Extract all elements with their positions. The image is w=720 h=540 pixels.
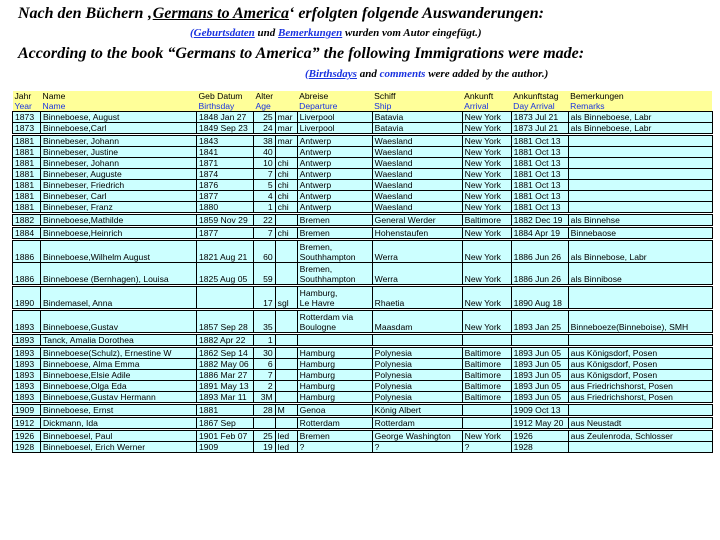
cell-departure: Bremen: [297, 431, 372, 442]
table-row: [13, 311, 713, 333]
cell-arrival-day: 1881 Oct 13: [511, 136, 568, 147]
cell-birth-date: 1886 Mar 27: [197, 370, 254, 381]
cell-year: 1893: [13, 359, 41, 370]
cell-departure: Antwerp: [297, 180, 372, 191]
cell-year: 1886: [13, 263, 41, 285]
cell-status: mar: [275, 136, 297, 147]
column-header-name: Name Name: [41, 91, 197, 112]
cell-arrival-day: 1928: [511, 442, 568, 453]
cell-remarks: [568, 136, 712, 147]
note-en-comments: comments: [379, 68, 426, 80]
cell-birth-date: 1857 Sep 28: [197, 311, 254, 333]
cell-ship: Waesland: [372, 191, 462, 202]
cell-arrival-day: 1893 Jun 05: [511, 359, 568, 370]
cell-departure: Antwerp: [297, 158, 372, 169]
cell-age: 59: [254, 263, 276, 285]
cell-status: [275, 418, 297, 429]
cell-arrival: New York: [462, 311, 511, 333]
cell-birth-date: 1862 Sep 14: [197, 348, 254, 359]
cell-birth-date: 1867 Sep: [197, 418, 254, 429]
cell-year: 1873: [13, 123, 41, 134]
cell-age: 10: [254, 158, 276, 169]
cell-ship: Batavia: [372, 112, 462, 123]
cell-departure: Bremen, Southhampton: [297, 241, 372, 263]
cell-birth-date: [197, 287, 254, 309]
column-header-year: Jahr Year: [13, 91, 41, 112]
cell-name: Binnebeser, Justine: [41, 147, 197, 158]
cell-departure: Hamburg: [297, 381, 372, 392]
cell-arrival: [462, 335, 511, 346]
cell-status: led: [275, 442, 297, 453]
column-header-arrival-day: Ankunftstag Day Arrival: [511, 91, 568, 112]
cell-arrival-day: 1893 Jun 05: [511, 370, 568, 381]
cell-remarks: aus Zeulenroda, Schlosser: [568, 431, 712, 442]
cell-remarks: [568, 191, 712, 202]
cell-ship: Waesland: [372, 202, 462, 213]
cell-departure: Liverpool: [297, 112, 372, 123]
cell-arrival-day: 1886 Jun 26: [511, 241, 568, 263]
cell-arrival: New York: [462, 431, 511, 442]
cell-ship: Polynesia: [372, 370, 462, 381]
cell-remarks: Binnebaose: [568, 228, 712, 239]
cell-year: 1893: [13, 335, 41, 346]
cell-departure: Bremen, Southhampton: [297, 263, 372, 285]
cell-name: Binneboese,Elsie Adile: [41, 370, 197, 381]
cell-age: 5: [254, 180, 276, 191]
cell-year: 1881: [13, 147, 41, 158]
cell-status: M: [275, 405, 297, 416]
table-row: [13, 228, 713, 239]
cell-arrival: New York: [462, 169, 511, 180]
cell-status: [275, 392, 297, 403]
column-header-arrival: Ankunft Arrival: [462, 91, 511, 112]
cell-birth-date: 1876: [197, 180, 254, 191]
cell-ship: Rhaetia: [372, 287, 462, 309]
cell-arrival: [462, 418, 511, 429]
table-row: [13, 147, 713, 158]
cell-ship: Waesland: [372, 180, 462, 191]
cell-birth-date: 1841: [197, 147, 254, 158]
cell-ship: Maasdam: [372, 311, 462, 333]
cell-birth-date: 1874: [197, 169, 254, 180]
cell-arrival: New York: [462, 136, 511, 147]
cell-status: sgl: [275, 287, 297, 309]
cell-departure: Antwerp: [297, 136, 372, 147]
cell-birth-date: 1849 Sep 23: [197, 123, 254, 134]
cell-birth-date: 1881: [197, 405, 254, 416]
cell-birth-date: 1901 Feb 07: [197, 431, 254, 442]
cell-year: 1884: [13, 228, 41, 239]
note-en-birthsdays: Birthsdays: [308, 68, 357, 80]
heading-german: Nach den Büchern ‚Germans to America‘ erfolgten folgende Auswanderungen:: [18, 5, 544, 22]
column-header-departure: Abreise Departure: [297, 91, 372, 112]
cell-ship: Polynesia: [372, 381, 462, 392]
cell-age: 40: [254, 147, 276, 158]
cell-age: 3M: [254, 392, 276, 403]
cell-birth-date: 1843: [197, 136, 254, 147]
cell-remarks: aus Königsdorf, Posen: [568, 348, 712, 359]
cell-name: Binneboese (Bernhagen), Louisa: [41, 263, 197, 285]
cell-arrival: New York: [462, 147, 511, 158]
cell-departure: Liverpool: [297, 123, 372, 134]
column-header-ship: Schiff Ship: [372, 91, 462, 112]
table-row: [13, 136, 713, 147]
cell-departure: Genoa: [297, 405, 372, 416]
cell-year: 1926: [13, 431, 41, 442]
cell-arrival: New York: [462, 287, 511, 309]
cell-birth-date: 1880: [197, 202, 254, 213]
cell-age: 4: [254, 191, 276, 202]
cell-arrival: ?: [462, 442, 511, 453]
column-header-remarks: Bemerkungen Remarks: [568, 91, 712, 112]
cell-year: 1893: [13, 392, 41, 403]
cell-remarks: [568, 405, 712, 416]
cell-status: chi: [275, 191, 297, 202]
cell-departure: Antwerp: [297, 147, 372, 158]
cell-arrival-day: 1890 Aug 18: [511, 287, 568, 309]
cell-year: 1881: [13, 191, 41, 202]
cell-year: 1881: [13, 158, 41, 169]
cell-status: mar: [275, 123, 297, 134]
cell-arrival-day: [511, 335, 568, 346]
cell-status: chi: [275, 202, 297, 213]
cell-arrival-day: 1909 Oct 13: [511, 405, 568, 416]
cell-year: 1881: [13, 180, 41, 191]
cell-arrival-day: 1912 May 20: [511, 418, 568, 429]
cell-name: Binneboese,Carl: [41, 123, 197, 134]
cell-birth-date: 1893 Mar 11: [197, 392, 254, 403]
cell-age: [254, 418, 276, 429]
cell-status: [275, 381, 297, 392]
cell-remarks: [568, 442, 712, 453]
cell-name: Binnebeser, Johann: [41, 136, 197, 147]
cell-arrival-day: 1886 Jun 26: [511, 263, 568, 285]
cell-age: 2: [254, 381, 276, 392]
cell-name: Binneboese, Ernst: [41, 405, 197, 416]
cell-birth-date: 1877: [197, 191, 254, 202]
cell-arrival-day: 1881 Oct 13: [511, 202, 568, 213]
column-header-age: Alter Age: [255, 91, 274, 111]
heading-english: According to the book “Germans to America” the following Immigrations were made:: [18, 45, 585, 62]
cell-name: Binneboese,Heinrich: [41, 228, 197, 239]
cell-arrival: New York: [462, 228, 511, 239]
table-row: [13, 112, 713, 123]
cell-age: 38: [254, 136, 276, 147]
table-row: [13, 263, 713, 285]
cell-arrival: Baltimore: [462, 359, 511, 370]
cell-status: chi: [275, 158, 297, 169]
cell-arrival-day: 1881 Oct 13: [511, 147, 568, 158]
cell-name: Binneboesel, Erich Werner: [41, 442, 197, 453]
cell-name: Binneboese,Olga Eda: [41, 381, 197, 392]
cell-arrival: Baltimore: [462, 215, 511, 226]
cell-name: Tanck, Amalia Dorothea: [41, 335, 197, 346]
cell-ship: Polynesia: [372, 392, 462, 403]
cell-age: 1: [254, 202, 276, 213]
cell-status: mar: [275, 112, 297, 123]
cell-age: 60: [254, 241, 276, 263]
cell-arrival-day: 1873 Jul 21: [511, 123, 568, 134]
cell-year: 1881: [13, 202, 41, 213]
cell-remarks: aus Friedrichshorst, Posen: [568, 392, 712, 403]
cell-status: [275, 263, 297, 285]
cell-age: 17: [254, 287, 276, 309]
cell-age: 30: [254, 348, 276, 359]
cell-ship: Rotterdam: [372, 418, 462, 429]
cell-remarks: als Binnebose, Labr: [568, 241, 712, 263]
cell-year: 1893: [13, 370, 41, 381]
cell-arrival-day: 1881 Oct 13: [511, 180, 568, 191]
cell-age: 28: [254, 405, 276, 416]
column-header-status: [275, 91, 297, 112]
cell-remarks: [568, 335, 712, 346]
cell-remarks: [568, 287, 712, 309]
cell-arrival: New York: [462, 123, 511, 134]
cell-remarks: Binneboeze(Binneboise), SMH: [568, 311, 712, 333]
cell-birth-date: 1909: [197, 442, 254, 453]
table-row: [13, 123, 713, 134]
cell-arrival-day: 1882 Dec 19: [511, 215, 568, 226]
cell-age: 22: [254, 215, 276, 226]
cell-remarks: als Binnehse: [568, 215, 712, 226]
cell-departure: ?: [297, 442, 372, 453]
cell-departure: Hamburg: [297, 359, 372, 370]
cell-arrival-day: 1881 Oct 13: [511, 158, 568, 169]
table-row: [13, 191, 713, 202]
cell-year: 1890: [13, 287, 41, 309]
cell-age: 6: [254, 359, 276, 370]
cell-year: 1909: [13, 405, 41, 416]
cell-departure: Hamburg: [297, 392, 372, 403]
cell-arrival: Baltimore: [462, 381, 511, 392]
cell-birth-date: 1825 Aug 05: [197, 263, 254, 285]
cell-arrival: New York: [462, 241, 511, 263]
cell-age: 7: [254, 370, 276, 381]
cell-ship: Waesland: [372, 136, 462, 147]
table-row: [13, 287, 713, 309]
cell-ship: Waesland: [372, 169, 462, 180]
cell-status: [275, 147, 297, 158]
note-de-birthdates: Geburtsdaten: [193, 27, 255, 39]
cell-remarks: aus Friedrichshorst, Posen: [568, 381, 712, 392]
cell-name: Binnebeser, Johann: [41, 158, 197, 169]
cell-status: [275, 215, 297, 226]
cell-departure: Antwerp: [297, 169, 372, 180]
cell-ship: ?: [372, 442, 462, 453]
table-row: [13, 359, 713, 370]
cell-age: 19: [254, 442, 276, 453]
cell-remarks: [568, 169, 712, 180]
cell-name: Binnebeser, Carl: [41, 191, 197, 202]
cell-status: chi: [275, 180, 297, 191]
cell-ship: Werra: [372, 241, 462, 263]
cell-ship: Hohenstaufen: [372, 228, 462, 239]
cell-departure: [297, 335, 372, 346]
cell-status: [275, 335, 297, 346]
cell-birth-date: 1871: [197, 158, 254, 169]
cell-arrival-day: 1884 Apr 19: [511, 228, 568, 239]
table-row: [13, 158, 713, 169]
cell-birth-date: 1848 Jan 27: [197, 112, 254, 123]
cell-remarks: aus Königsdorf, Posen: [568, 370, 712, 381]
table-row: [13, 169, 713, 180]
cell-departure: Hamburg: [297, 370, 372, 381]
cell-arrival-day: 1873 Jul 21: [511, 112, 568, 123]
table-row: [13, 215, 713, 226]
table-row: [13, 241, 713, 263]
cell-departure: Rotterdam: [297, 418, 372, 429]
cell-ship: König Albert: [372, 405, 462, 416]
cell-name: Binneboese, Alma Emma: [41, 359, 197, 370]
cell-remarks: aus Königsdorf, Posen: [568, 359, 712, 370]
cell-age: 7: [254, 169, 276, 180]
cell-name: Binnebeser, Auguste: [41, 169, 197, 180]
cell-status: [275, 370, 297, 381]
cell-birth-date: 1891 May 13: [197, 381, 254, 392]
table-row: [13, 442, 713, 453]
cell-status: chi: [275, 169, 297, 180]
cell-birth-date: 1859 Nov 29: [197, 215, 254, 226]
immigration-table: [12, 91, 713, 453]
cell-remarks: als Binneboese, Labr: [568, 123, 712, 134]
table-row: [13, 180, 713, 191]
cell-age: 24: [254, 123, 276, 134]
table-row: [13, 202, 713, 213]
note-de-remarks: Bemerkungen: [278, 27, 343, 39]
cell-arrival: New York: [462, 202, 511, 213]
cell-year: 1893: [13, 311, 41, 333]
cell-year: 1893: [13, 381, 41, 392]
table-row: [13, 381, 713, 392]
cell-arrival: New York: [462, 191, 511, 202]
cell-arrival-day: 1893 Jun 05: [511, 392, 568, 403]
cell-birth-date: 1877: [197, 228, 254, 239]
cell-arrival-day: 1881 Oct 13: [511, 191, 568, 202]
cell-ship: Polynesia: [372, 348, 462, 359]
cell-name: Binneboese,Gustav: [41, 311, 197, 333]
cell-ship: George Washington: [372, 431, 462, 442]
cell-arrival-day: 1926: [511, 431, 568, 442]
cell-remarks: [568, 147, 712, 158]
table-header-row: [13, 91, 713, 112]
cell-departure: Rotterdam via Boulogne: [297, 311, 372, 333]
cell-status: [275, 348, 297, 359]
table-row: [13, 348, 713, 359]
cell-arrival: New York: [462, 180, 511, 191]
cell-remarks: [568, 180, 712, 191]
cell-status: [275, 241, 297, 263]
table-row: [13, 370, 713, 381]
cell-year: 1873: [13, 112, 41, 123]
cell-arrival-day: 1881 Oct 13: [511, 169, 568, 180]
cell-arrival: New York: [462, 263, 511, 285]
cell-name: Binneboese,Wilhelm August: [41, 241, 197, 263]
cell-remarks: aus Neustadt: [568, 418, 712, 429]
cell-birth-date: 1821 Aug 21: [197, 241, 254, 263]
cell-year: 1893: [13, 348, 41, 359]
cell-year: 1928: [13, 442, 41, 453]
cell-ship: Waesland: [372, 147, 462, 158]
cell-remarks: [568, 202, 712, 213]
cell-ship: Polynesia: [372, 359, 462, 370]
cell-ship: Werra: [372, 263, 462, 285]
cell-remarks: als Binnibose: [568, 263, 712, 285]
cell-name: Binnebeser, Franz: [41, 202, 197, 213]
cell-status: [275, 311, 297, 333]
table-row: [13, 335, 713, 346]
cell-name: Binneboese(Schulz), Ernestine W: [41, 348, 197, 359]
cell-arrival: New York: [462, 112, 511, 123]
cell-arrival: Baltimore: [462, 348, 511, 359]
cell-age: 25: [254, 431, 276, 442]
table-row: [13, 418, 713, 429]
cell-arrival: New York: [462, 158, 511, 169]
note-german: (Geburtsdaten und Bemerkungen wurden vom Autor eingefügt.): [190, 27, 482, 39]
note-english: (Birthsdays and comments were added by the author.): [305, 68, 549, 80]
cell-status: chi: [275, 228, 297, 239]
cell-arrival-day: 1893 Jun 05: [511, 381, 568, 392]
cell-status: [275, 359, 297, 370]
cell-name: Binnebeser, Friedrich: [41, 180, 197, 191]
cell-age: 25: [254, 112, 276, 123]
cell-ship: Waesland: [372, 158, 462, 169]
cell-departure: Bremen: [297, 228, 372, 239]
cell-departure: Hamburg: [297, 348, 372, 359]
table-row: [13, 431, 713, 442]
cell-arrival: Baltimore: [462, 392, 511, 403]
cell-name: Binneboese, August: [41, 112, 197, 123]
cell-remarks: [568, 158, 712, 169]
cell-ship: [372, 335, 462, 346]
cell-birth-date: 1882 May 06: [197, 359, 254, 370]
cell-name: Bindemasel, Anna: [41, 287, 197, 309]
cell-year: 1912: [13, 418, 41, 429]
cell-age: 35: [254, 311, 276, 333]
cell-birth-date: 1882 Apr 22: [197, 335, 254, 346]
cell-name: Dickmann, Ida: [41, 418, 197, 429]
cell-remarks: als Binneboese, Labr: [568, 112, 712, 123]
cell-departure: Hamburg, Le Havre: [297, 287, 372, 309]
cell-departure: Antwerp: [297, 202, 372, 213]
cell-year: 1882: [13, 215, 41, 226]
cell-ship: Batavia: [372, 123, 462, 134]
cell-year: 1881: [13, 169, 41, 180]
cell-ship: General Werder: [372, 215, 462, 226]
cell-departure: Bremen: [297, 215, 372, 226]
book-title-de: Germans to America: [152, 5, 289, 22]
cell-arrival: [462, 405, 511, 416]
cell-arrival: Baltimore: [462, 370, 511, 381]
cell-departure: Antwerp: [297, 191, 372, 202]
cell-name: Binneboese,Gustav Hermann: [41, 392, 197, 403]
cell-name: Binneboesel, Paul: [41, 431, 197, 442]
table-row: [13, 392, 713, 403]
cell-status: led: [275, 431, 297, 442]
cell-year: 1881: [13, 136, 41, 147]
column-header-birth-date: Geb Datum Birthsday: [197, 91, 254, 112]
cell-age: 7: [254, 228, 276, 239]
cell-age: 1: [254, 335, 276, 346]
cell-arrival-day: 1893 Jun 05: [511, 348, 568, 359]
cell-name: Binneboese,Mathilde: [41, 215, 197, 226]
cell-year: 1886: [13, 241, 41, 263]
cell-arrival-day: 1893 Jan 25: [511, 311, 568, 333]
table-row: [13, 405, 713, 416]
